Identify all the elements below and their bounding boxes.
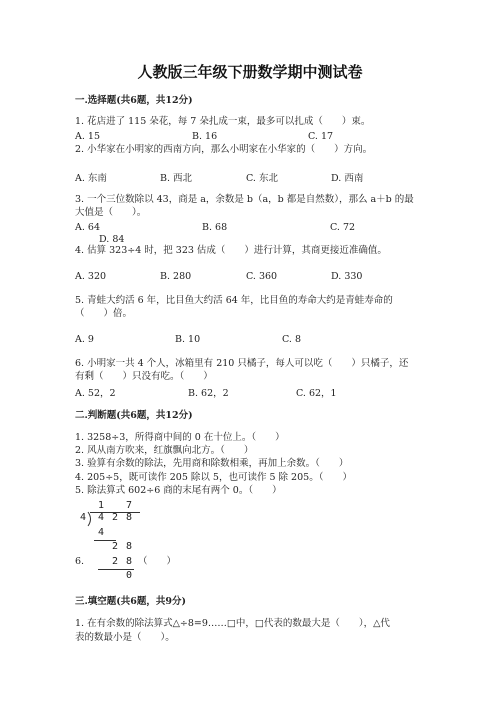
question-6-option-a: A. 52，2 <box>75 388 116 399</box>
question-4-option-a: A. 320 <box>75 271 107 282</box>
step-digit: 8 <box>126 556 133 567</box>
question-2-option-d: D. 西南 <box>331 173 364 184</box>
dividend-digit: 2 <box>112 512 119 523</box>
question-1-option-c: C. 17 <box>308 131 334 142</box>
question-4-option-b: B. 280 <box>160 271 192 282</box>
section-heading-fill: 三.填空题(共6题，共9分) <box>75 596 187 607</box>
question-6-option-c: C. 62，1 <box>296 388 337 399</box>
question-2-option-a: A. 东南 <box>75 173 107 184</box>
dividend-digit: 4 <box>98 512 105 523</box>
step-digit: 8 <box>126 541 133 552</box>
quotient-digit: 1 <box>98 500 105 511</box>
long-division-figure <box>80 500 164 582</box>
question-3-option-b: B. 68 <box>202 222 228 233</box>
question-2-option-c: C. 东北 <box>246 173 278 184</box>
question-3-line-1: 3. 一个三位数除以 43，商是 a，余数是 b（a，b 都是自然数），那么 a＋b 的最 <box>75 194 414 205</box>
question-6-line-2: 有剩（ ）只没有吃。（ ） <box>75 371 213 382</box>
judge-item-5: 5. 除法算式 602÷6 商的末尾有两个 0。（ ） <box>75 485 282 496</box>
quotient-digit: 7 <box>126 500 133 511</box>
fill-item-1-line-2: 表的数最小是（ ）。 <box>75 632 175 643</box>
fill-item-1-line-1: 1. 在有余数的除法算式△÷8=9……□中，□代表的数最大是（ ），△代 <box>75 618 390 629</box>
section-heading-choice: 一.选择题(共6题，共12分) <box>75 95 193 106</box>
dividend-digit: 8 <box>126 512 133 523</box>
question-5-option-a: A. 9 <box>75 334 94 345</box>
question-6-line-1: 6. 小明家一共 4 个人，冰箱里有 210 只橘子，每人可以吃（ ）只橘子，还 <box>75 358 409 369</box>
question-3-option-d: D. 84 <box>99 234 125 245</box>
step-digit: 2 <box>112 556 119 567</box>
judge-item-2: 2. 风从南方吹来，红旗飘向北方。（ ） <box>75 445 254 456</box>
judge-item-3: 3. 验算有余数的除法，先用商和除数相乘，再加上余数。（ ） <box>75 458 349 469</box>
question-5-line-1: 5. 青蛙大约活 6 年，比目鱼大约活 64 年，比目鱼的寿命大约是青蛙寿命的 <box>75 295 393 306</box>
judge-item-4: 4. 205÷5，既可读作 205 除以 5，也可读作 5 除 205。（ ） <box>75 472 352 483</box>
division-bracket <box>87 511 95 527</box>
judge-item-6-label: 6. <box>75 556 85 567</box>
divisor: 4 <box>80 512 87 523</box>
judge-item-6-paren: （ ） <box>138 556 177 567</box>
question-6-option-b: B. 62，2 <box>188 388 229 399</box>
question-4-option-c: C. 360 <box>246 271 278 282</box>
question-1-option-a: A. 15 <box>75 131 100 142</box>
question-2-text: 2. 小华家在小明家的西南方向，那么小明家在小华家的（ ）方向。 <box>75 144 373 155</box>
question-3-line-2: 大值是（ ）。 <box>75 207 147 218</box>
step-digit: 2 <box>112 541 119 552</box>
question-4-option-d: D. 330 <box>331 271 363 282</box>
question-1-text: 1. 花店进了 115 朵花，每 7 朵扎成一束，最多可以扎成（ ）束。 <box>75 116 371 127</box>
question-5-option-b: B. 10 <box>175 334 201 345</box>
question-2-option-b: B. 西北 <box>160 173 193 184</box>
question-3-option-a: A. 64 <box>75 222 100 233</box>
question-3-option-c: C. 72 <box>330 222 356 233</box>
section-heading-judge: 二.判断题(共6题，共12分) <box>75 410 193 421</box>
page-title: 人教版三年级下册数学期中测试卷 <box>137 63 363 81</box>
question-5-line-2: （ ）倍。 <box>75 308 133 319</box>
remainder: 0 <box>126 570 133 581</box>
question-4-text: 4. 估算 323÷4 时，把 323 估成（ ）进行计算，其商更接近准确值。 <box>75 245 387 256</box>
question-5-option-c: C. 8 <box>282 334 302 345</box>
judge-item-1: 1. 3258÷3，所得商中间的 0 在十位上。（ ） <box>75 432 285 443</box>
question-1-option-b: B. 16 <box>192 131 218 142</box>
subtraction-step: 4 <box>98 527 105 538</box>
